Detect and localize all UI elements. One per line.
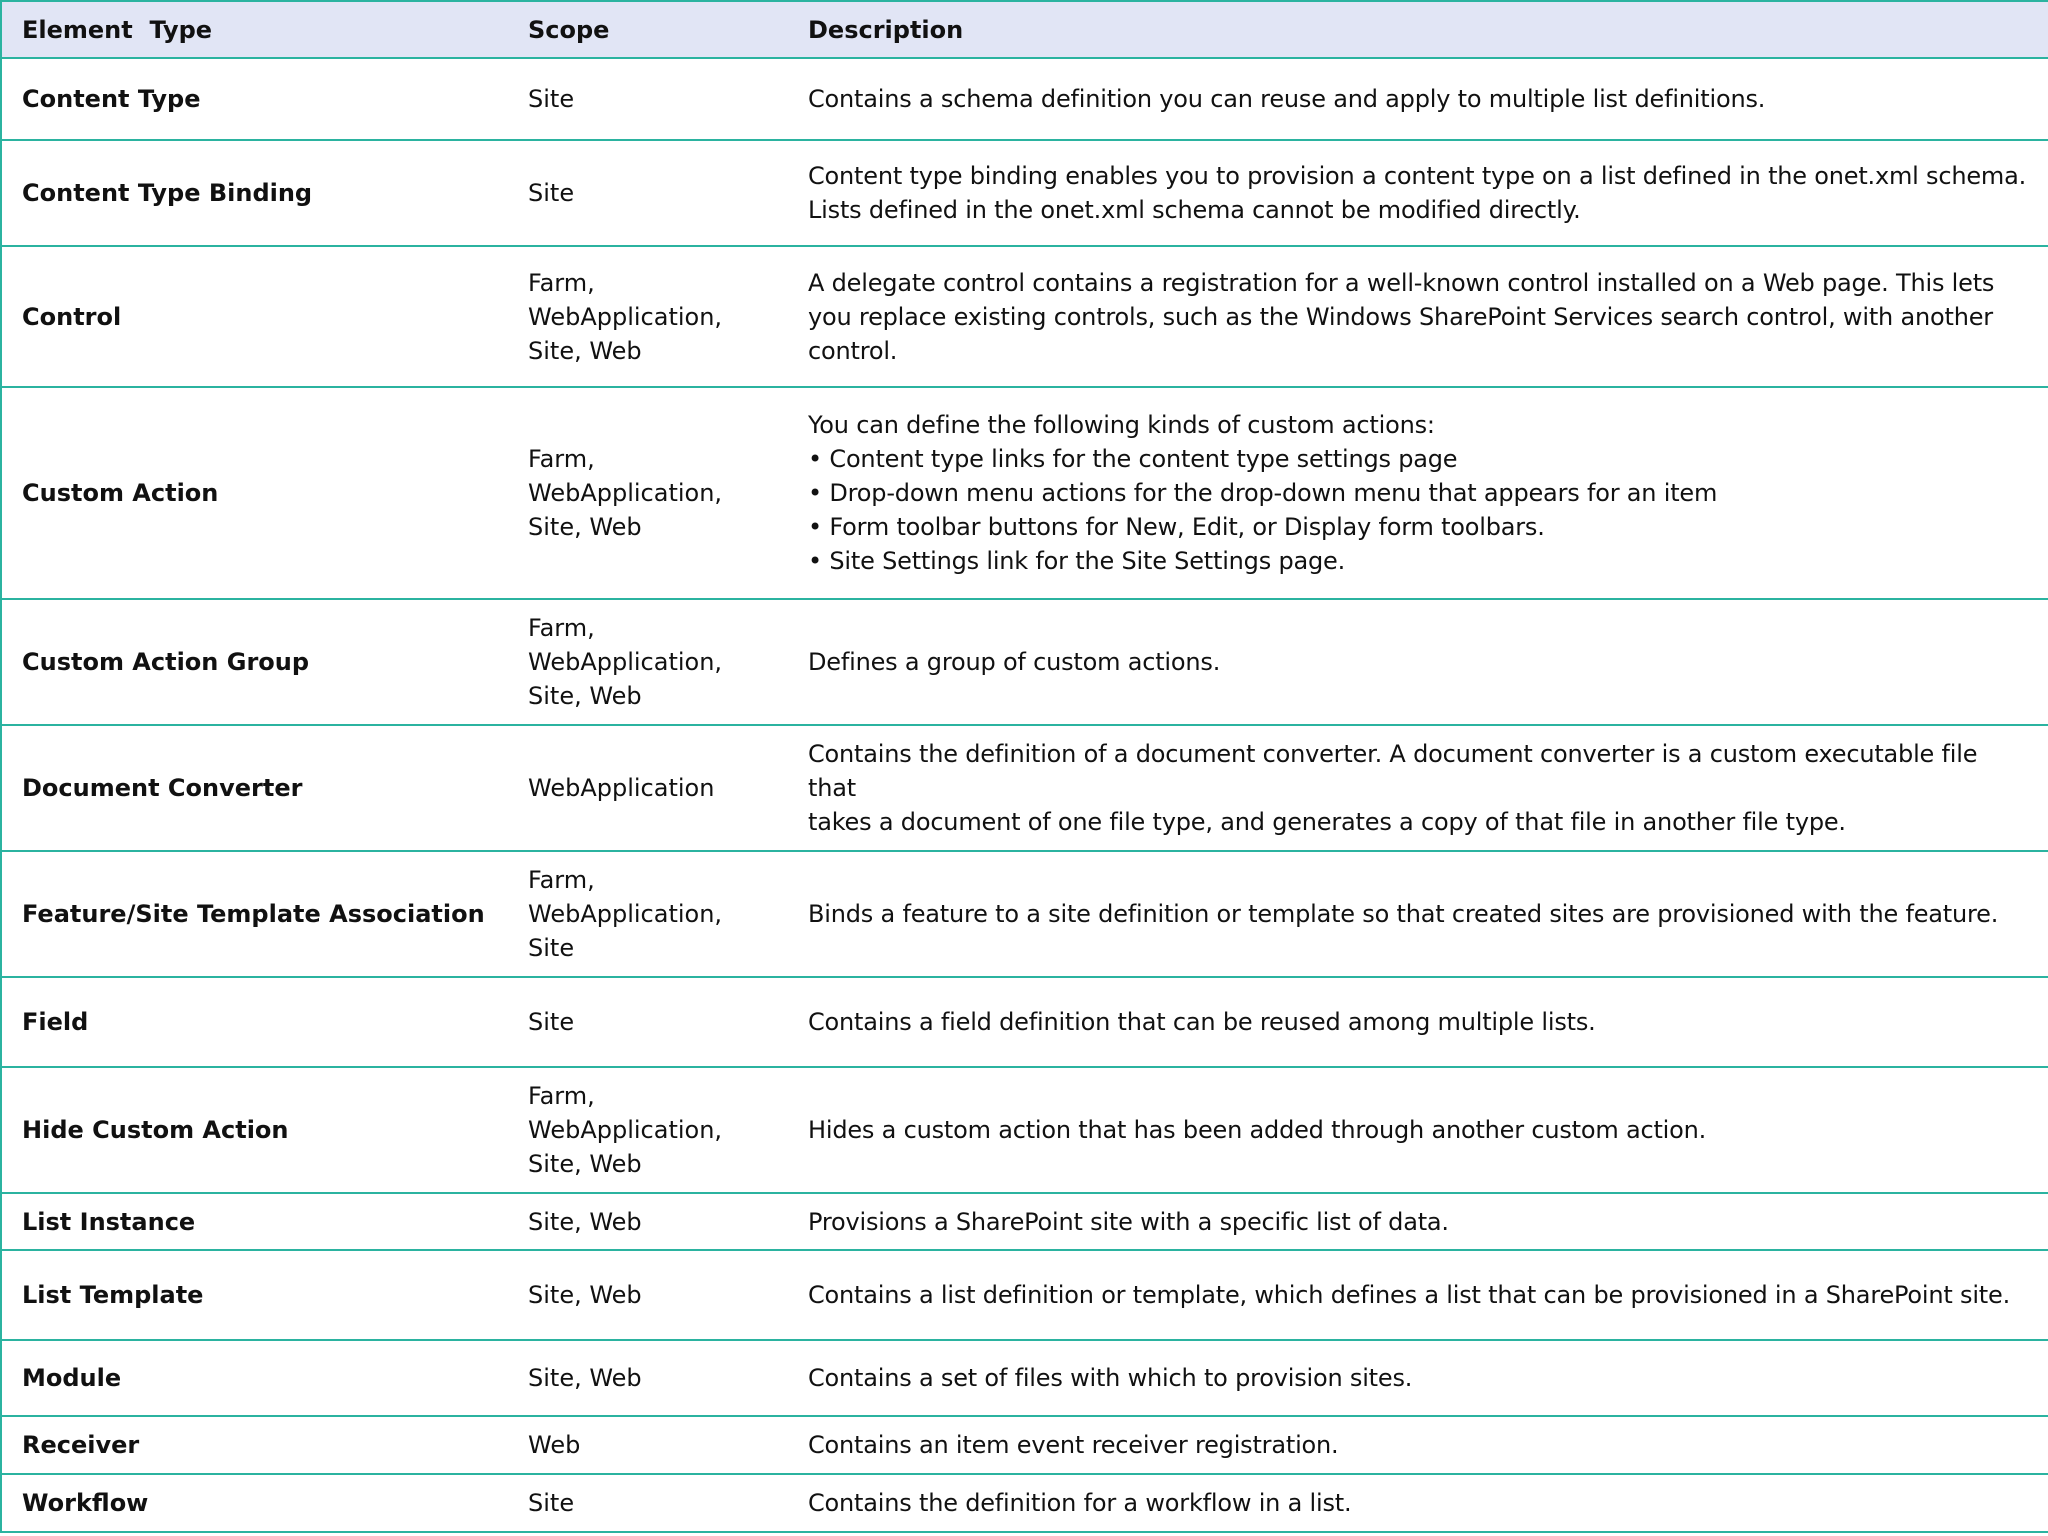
element-type-cell: Feature/Site Template Association (1, 851, 508, 977)
table-row (1, 1340, 2048, 1416)
description-line: takes a document of one file type, and generates a copy of that file in another file type. (808, 808, 1846, 836)
table-row (1, 1193, 2048, 1250)
scope-line: Site (528, 934, 575, 962)
element-type-cell: Workflow (1, 1474, 508, 1532)
element-type-cell: Field (1, 977, 508, 1067)
description-cell (788, 1340, 2048, 1416)
table-row (1, 725, 2048, 851)
table-row (1, 1474, 2048, 1532)
description-cell (788, 140, 2048, 246)
table-row (1, 246, 2048, 387)
table-header-row (1, 1, 2048, 58)
scope-line: Site, Web (528, 1150, 642, 1178)
scope-cell (508, 977, 788, 1067)
description-line: Contains a schema definition you can reuse and apply to multiple list definitions. (808, 85, 1766, 113)
description-line: Contains a list definition or template, which defines a list that can be provisioned in a SharePoint site. (808, 1281, 2011, 1309)
description-line: Contains a set of files with which to provision sites. (808, 1364, 1413, 1392)
scope-line: Site, Web (528, 513, 642, 541)
description-line: Defines a group of custom actions. (808, 648, 1221, 676)
scope-cell (508, 1340, 788, 1416)
description-cell (788, 1474, 2048, 1532)
scope-line: Farm, (528, 1082, 595, 1110)
description-cell (788, 387, 2048, 599)
scope-cell (508, 599, 788, 725)
description-line: control. (808, 336, 898, 365)
description-line: You can define the following kinds of custom actions: (808, 411, 1435, 439)
scope-cell (508, 1416, 788, 1474)
description-cell (788, 1416, 2048, 1474)
header-scope: Scope (508, 1, 788, 58)
scope-line: Site (528, 179, 575, 207)
description-line: Content type binding enables you to provision a content type on a list defined in the onet.xml schema. (808, 162, 2027, 190)
element-type-cell: Custom Action Group (1, 599, 508, 725)
description-line: • Content type links for the content type settings page (808, 445, 1458, 473)
scope-line: WebApplication, (528, 648, 723, 676)
description-line: • Form toolbar buttons for New, Edit, or Display form toolbars. (808, 513, 1545, 541)
element-type-cell: Content Type (1, 58, 508, 140)
element-type-cell: List Instance (1, 1193, 508, 1250)
element-type-cell: Hide Custom Action (1, 1067, 508, 1193)
description-line: A delegate control contains a registration for a well-known control installed on a Web page. This lets (808, 268, 1995, 297)
scope-line: Site, Web (528, 682, 642, 710)
scope-cell (508, 851, 788, 977)
scope-line: Farm, (528, 614, 595, 642)
description-cell (788, 1067, 2048, 1193)
table-row (1, 1250, 2048, 1340)
description-cell (788, 599, 2048, 725)
table-row (1, 599, 2048, 725)
scope-line: Site, Web (528, 1364, 642, 1392)
description-cell (788, 851, 2048, 977)
scope-cell (508, 140, 788, 246)
scope-cell (508, 1067, 788, 1193)
scope-line: WebApplication, (528, 1116, 723, 1144)
scope-line: Site (528, 1489, 575, 1517)
description-cell (788, 1250, 2048, 1340)
element-type-cell: Document Converter (1, 725, 508, 851)
description-line: Hides a custom action that has been added through another custom action. (808, 1116, 1707, 1144)
scope-line: WebApplication, (528, 900, 723, 928)
table-row (1, 977, 2048, 1067)
description-cell (788, 977, 2048, 1067)
description-cell (788, 246, 2048, 387)
description-line: Contains a field definition that can be reused among multiple lists. (808, 1008, 1596, 1036)
header-description: Description (788, 1, 2048, 58)
header-element-type: Element Type (1, 1, 508, 58)
scope-line: Farm, (528, 268, 595, 297)
scope-line: WebApplication (528, 774, 715, 802)
scope-line: WebApplication, (528, 479, 723, 507)
scope-line: Site (528, 1008, 575, 1036)
table-row (1, 1067, 2048, 1193)
description-line: Binds a feature to a site definition or template so that created sites are provisioned with the feature. (808, 900, 1999, 928)
description-line: • Site Settings link for the Site Settings page. (808, 547, 1346, 575)
element-type-cell: Custom Action (1, 387, 508, 599)
scope-line: Site, Web (528, 336, 642, 365)
description-line: you replace existing controls, such as the Windows SharePoint Services search control, with another (808, 302, 1993, 331)
table-row (1, 851, 2048, 977)
scope-line: Site, Web (528, 1281, 642, 1309)
description-line: Contains the definition of a document converter. A document converter is a custom executable file that (808, 740, 1978, 802)
scope-cell (508, 1474, 788, 1532)
scope-line: Web (528, 1431, 581, 1459)
table-row (1, 1416, 2048, 1474)
scope-line: Farm, (528, 866, 595, 894)
description-cell (788, 725, 2048, 851)
description-cell (788, 58, 2048, 140)
element-type-cell: Module (1, 1340, 508, 1416)
element-type-cell: Control (1, 246, 508, 387)
element-type-cell: List Template (1, 1250, 508, 1340)
element-type-cell: Receiver (1, 1416, 508, 1474)
description-line: Provisions a SharePoint site with a specific list of data. (808, 1207, 1449, 1236)
table-row (1, 58, 2048, 140)
scope-cell (508, 1193, 788, 1250)
scope-cell (508, 1250, 788, 1340)
table-row (1, 140, 2048, 246)
description-cell (788, 1193, 2048, 1250)
description-line: • Drop-down menu actions for the drop-down menu that appears for an item (808, 479, 1718, 507)
description-line: Lists defined in the onet.xml schema cannot be modified directly. (808, 196, 1581, 224)
scope-line: Site, Web (528, 1207, 642, 1236)
element-type-cell: Content Type Binding (1, 140, 508, 246)
scope-cell (508, 725, 788, 851)
scope-cell (508, 246, 788, 387)
scope-line: Farm, (528, 445, 595, 473)
table-row (1, 387, 2048, 599)
description-line: Contains the definition for a workflow in a list. (808, 1489, 1352, 1517)
description-line: Contains an item event receiver registration. (808, 1431, 1339, 1459)
scope-line: Site (528, 85, 575, 113)
scope-cell (508, 387, 788, 599)
scope-cell (508, 58, 788, 140)
scope-line: WebApplication, (528, 302, 723, 331)
